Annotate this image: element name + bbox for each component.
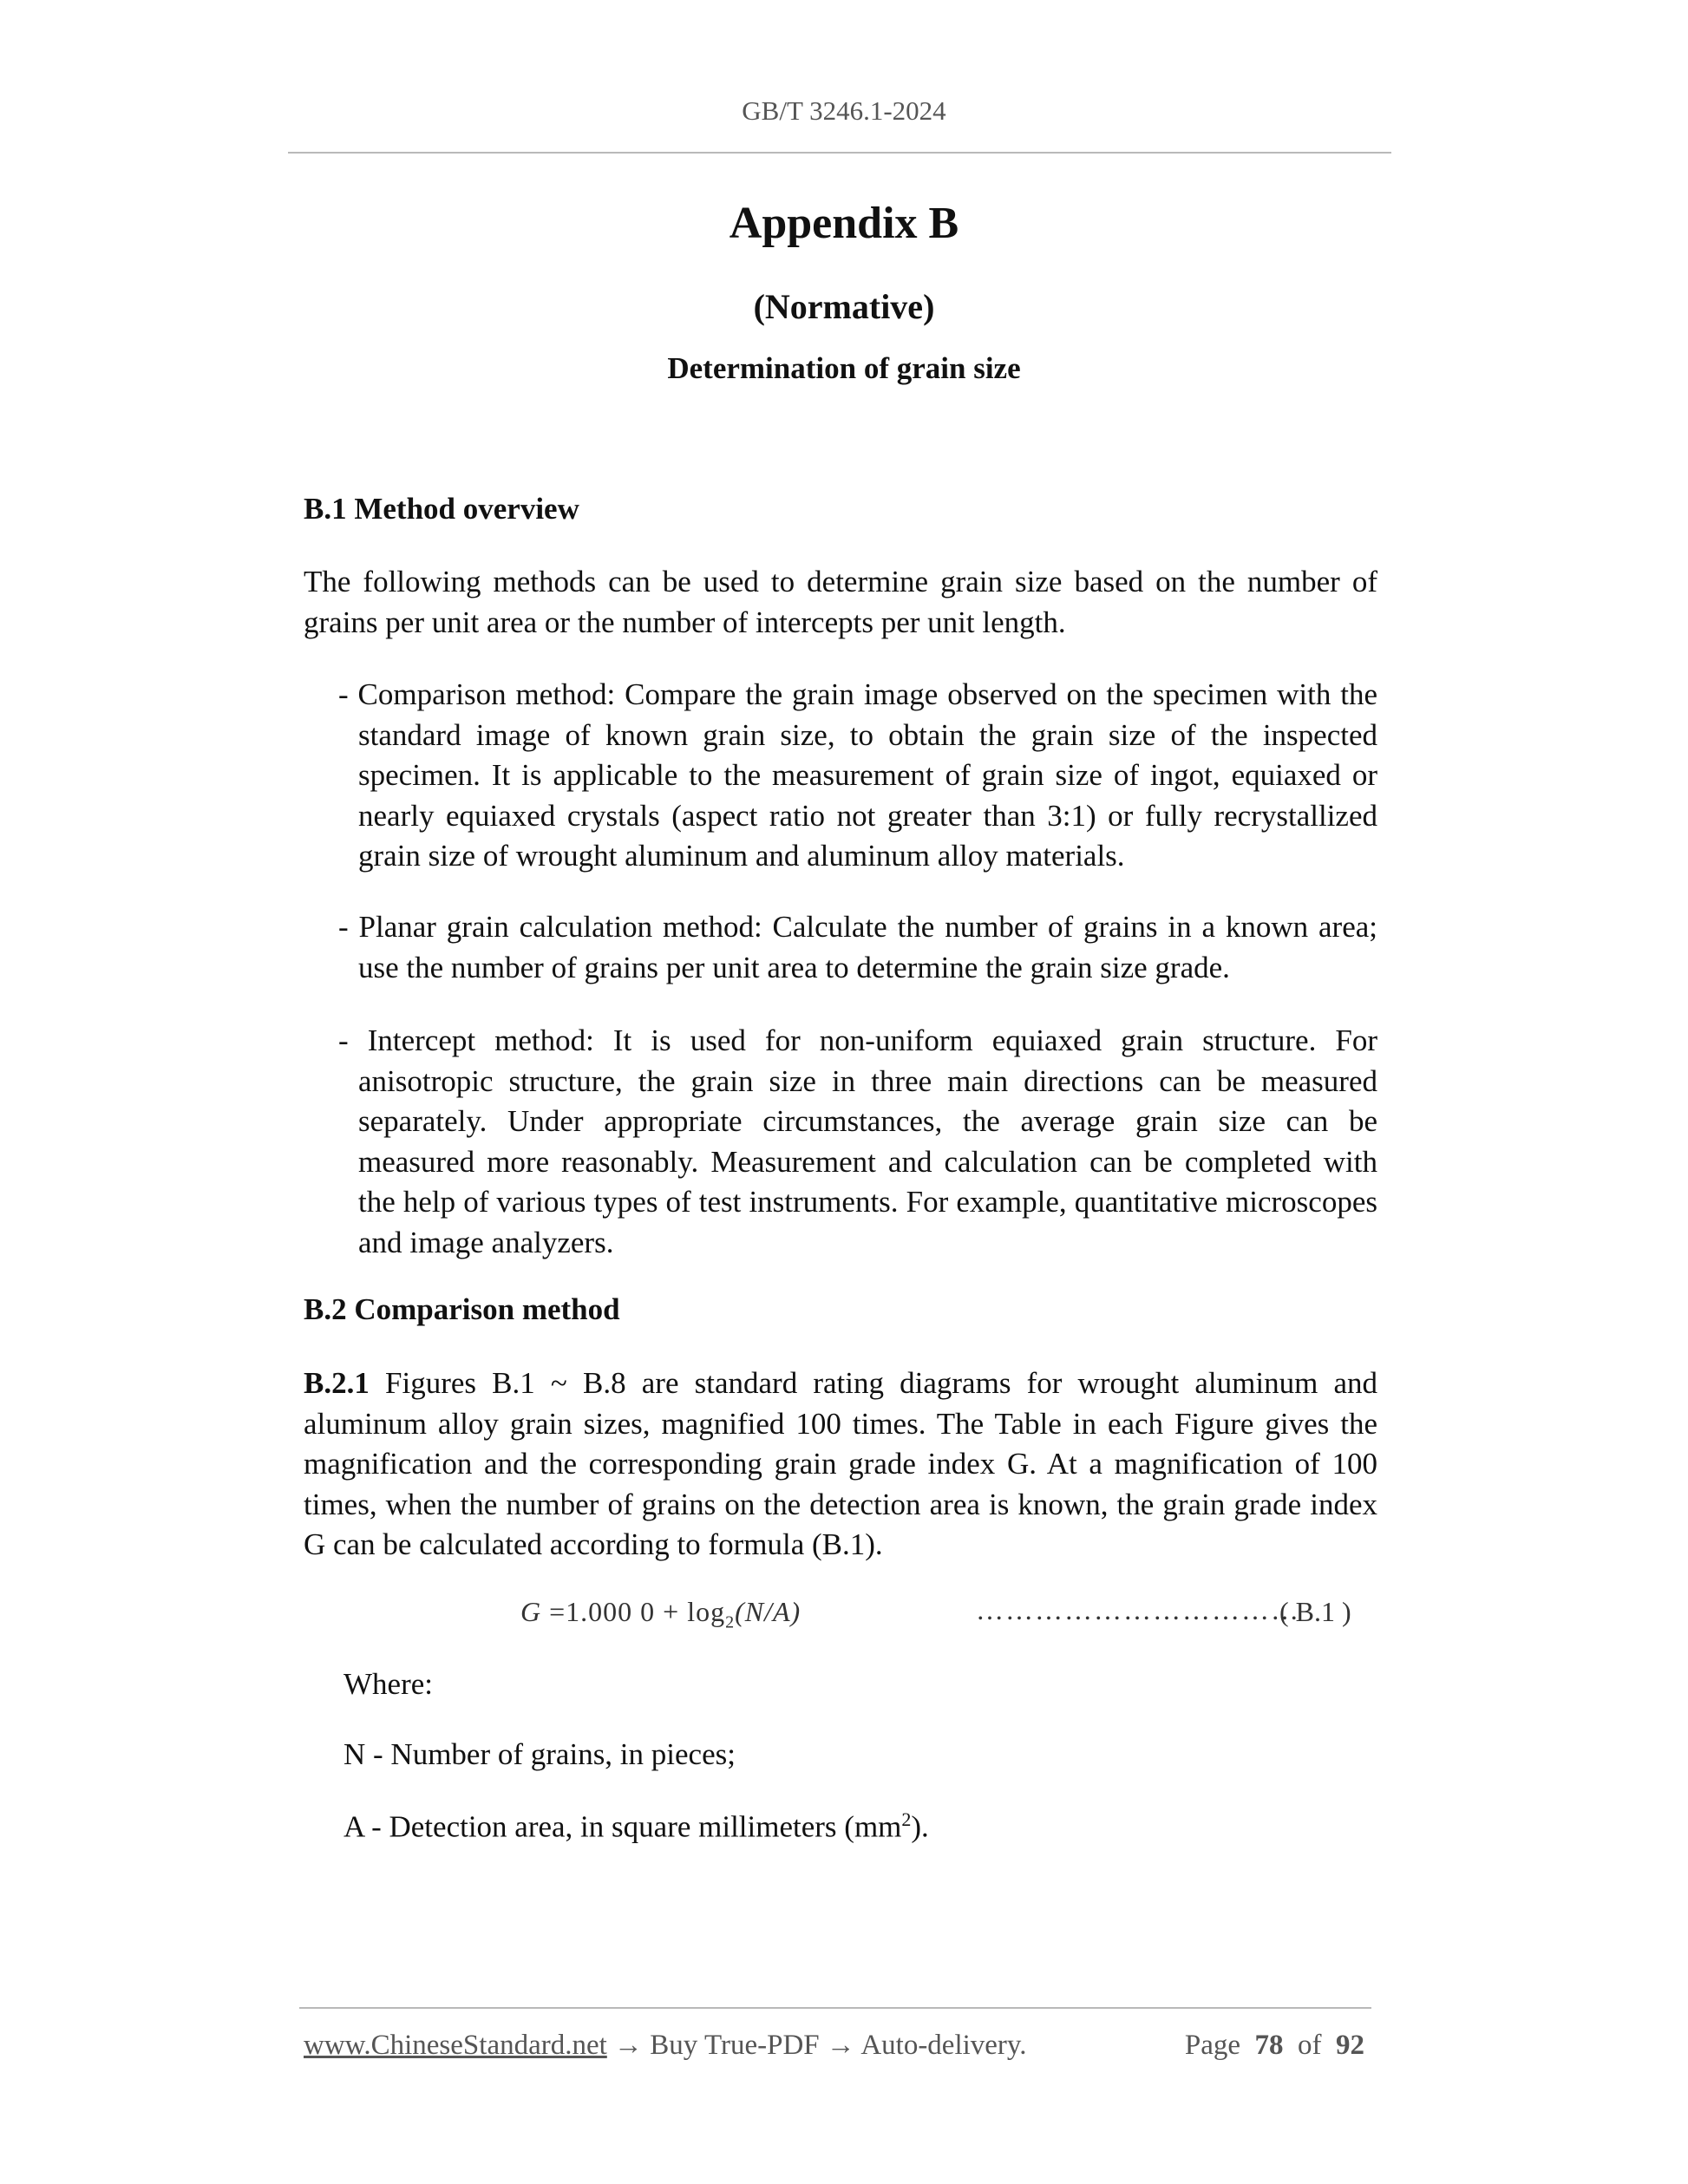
formula-b1	[520, 1596, 801, 1632]
clause-b2-1	[304, 1363, 1377, 1566]
appendix-subtitle: (Normative)	[753, 287, 935, 326]
header-title: GB/T 3246.1-2024	[742, 95, 946, 126]
where-n-definition: N - Number of grains, in pieces;	[343, 1737, 736, 1771]
footer-delivery-text: Auto-delivery.	[860, 2030, 1027, 2061]
where-label: Where:	[343, 1667, 433, 1701]
page-of: of	[1298, 2030, 1322, 2061]
clause-text: Figures B.1 ~ B.8 are standard rating diagrams for wrought aluminum and aluminum alloy grain sizes, magnified 100 times. The Table in each Figure gives the magnification and the corresponding grain grade index G. At a magnification of 100 times, when the number of grains on the detection area is known, the grain grade index G can be calculated according to formula (B.1).	[304, 1366, 1377, 1561]
footer-left	[304, 2030, 1027, 2062]
where-a-superscript: 2	[901, 1808, 912, 1830]
formula-leader-dots: ……………………………	[976, 1594, 1300, 1625]
appendix-topic: Determination of grain size	[667, 351, 1021, 385]
section-b1-heading: B.1 Method overview	[304, 492, 579, 526]
footer-arrow-icon: →	[826, 2030, 855, 2061]
bullet-planar-method: - Planar grain calculation method: Calculate the number of grains in a known area; use the number of grains per unit area to determine the grain size grade.	[338, 910, 1377, 984]
clause-number: B.2.1	[304, 1366, 370, 1400]
formula-equals: =	[549, 1596, 566, 1627]
page-indicator	[1185, 2030, 1364, 2062]
where-a-definition	[343, 1808, 929, 1845]
formula-lhs: G	[520, 1596, 542, 1627]
page-label: Page	[1184, 2030, 1240, 2061]
section-b2-heading: B.2 Comparison method	[304, 1292, 620, 1326]
page-total: 92	[1336, 2030, 1364, 2061]
footer-divider	[299, 2007, 1371, 2009]
where-a-prefix: A - Detection area, in square millimeters (mm	[343, 1809, 902, 1844]
appendix-title: Appendix B	[729, 199, 959, 248]
formula-log: log	[687, 1596, 726, 1627]
formula-constant: 1.000 0	[566, 1596, 656, 1627]
bullet-intercept-method: - Intercept method: It is used for non-uniform equiaxed grain structure. For anisotropic structure, the grain size in three main directions can be measured separately. Under appropriate circumstances, the average grain size can be measured more reasonably. Measurement and calculation can be completed with the help of various types of test instruments. For example, quantitative microscopes and image analyzers.	[338, 1023, 1377, 1259]
section-b1-intro: The following methods can be used to determine grain size based on the number of grains per unit area or the number of intercepts per unit length.	[304, 565, 1377, 639]
formula-log-base: 2	[725, 1612, 736, 1632]
footer-arrow-icon: →	[614, 2030, 644, 2061]
footer-buy-text: Buy True-PDF	[650, 2030, 820, 2061]
formula-plus: +	[663, 1596, 680, 1627]
formula-number: ( B.1 )	[1279, 1596, 1351, 1627]
bullet-comparison-method: - Comparison method: Compare the grain image observed on the specimen with the standard image of known grain size, to obtain the grain size of the inspected specimen. It is applicable to the measurement of grain size of ingot, equiaxed or nearly equiaxed crystals (aspect ratio not greater than 3:1) or fully recrystallized grain size of wrought aluminum and aluminum alloy materials.	[338, 677, 1377, 873]
formula-argument: (N/A)	[735, 1596, 801, 1627]
page-current: 78	[1254, 2030, 1284, 2061]
where-a-suffix: ).	[911, 1809, 929, 1844]
header-divider	[288, 152, 1391, 154]
footer-site-link[interactable]: www.ChineseStandard.net	[304, 2030, 607, 2061]
